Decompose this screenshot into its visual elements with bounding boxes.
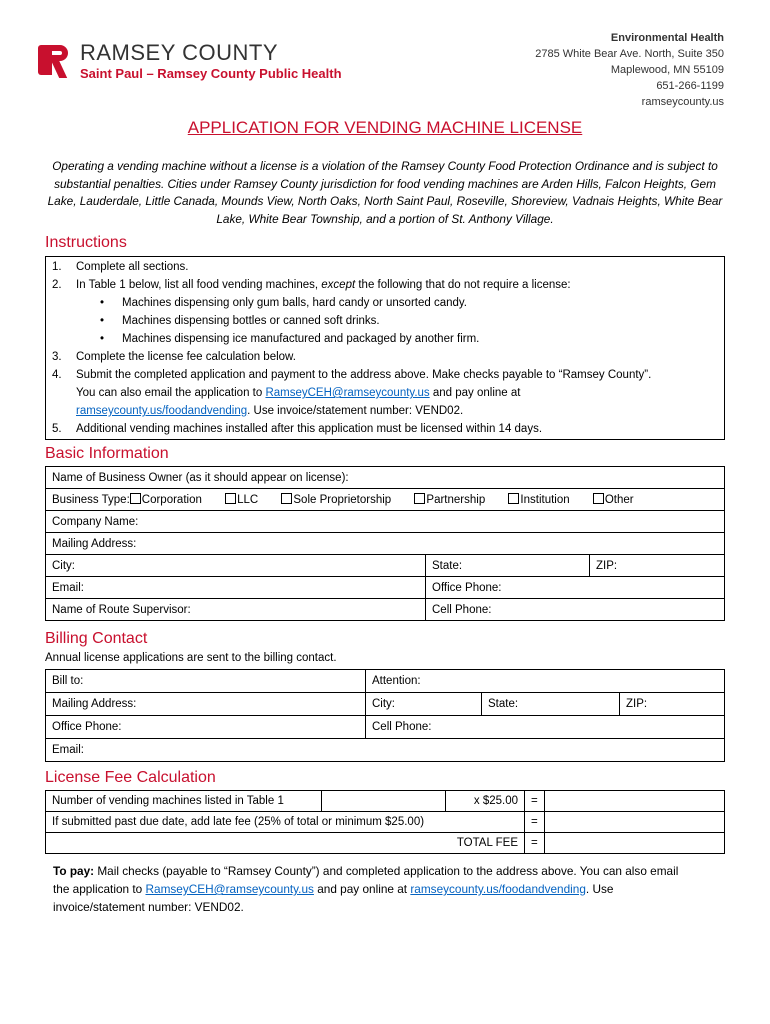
- org-name: RAMSEY COUNTY: [80, 40, 279, 65]
- route-supervisor-field[interactable]: Name of Route Supervisor:: [46, 599, 426, 621]
- billing-mailing-field[interactable]: Mailing Address:: [46, 693, 366, 716]
- billing-heading: Billing Contact: [45, 630, 148, 647]
- machine-count-label: Number of vending machines listed in Table 1: [46, 791, 322, 812]
- step-number: 4.: [52, 369, 62, 381]
- billing-note: Annual license applications are sent to the billing contact.: [45, 652, 337, 664]
- ramsey-logo-mark-icon: [38, 42, 74, 78]
- late-fee-label: If submitted past due date, add late fee (25% of total or minimum $25.00): [46, 812, 525, 833]
- corporation-checkbox[interactable]: [130, 493, 141, 504]
- equals-sign: =: [525, 791, 545, 812]
- other-checkbox[interactable]: [593, 493, 604, 504]
- exception-1: Machines dispensing only gum balls, hard candy or unsorted candy.: [122, 297, 467, 309]
- billing-table: [45, 669, 725, 762]
- payment-email-link[interactable]: RamseyCEH@ramseycounty.us: [145, 882, 314, 896]
- owner-name-field[interactable]: Name of Business Owner (as it should appear on license):: [46, 467, 725, 489]
- step-1: Complete all sections.: [76, 261, 189, 273]
- total-fee-label: TOTAL FEE: [46, 833, 525, 854]
- cell-phone-field[interactable]: Cell Phone:: [426, 599, 725, 621]
- billing-state-field[interactable]: State:: [482, 693, 620, 716]
- page-title: APPLICATION FOR VENDING MACHINE LICENSE: [187, 118, 583, 137]
- exception-3: Machines dispensing ice manufactured and packaged by another firm.: [122, 333, 480, 345]
- company-name-field[interactable]: Company Name:: [46, 511, 725, 533]
- billing-office-phone-field[interactable]: Office Phone:: [46, 716, 366, 739]
- attention-field[interactable]: Attention:: [366, 670, 725, 693]
- bullet-icon: •: [100, 315, 105, 327]
- fee-rate: x $25.00: [446, 791, 525, 812]
- equals-sign: =: [525, 833, 545, 854]
- email-field[interactable]: Email:: [46, 577, 426, 599]
- llc-checkbox[interactable]: [225, 493, 236, 504]
- bullet-icon: •: [100, 333, 105, 345]
- billing-email-field[interactable]: Email:: [46, 739, 725, 762]
- subtotal-input[interactable]: [545, 791, 725, 812]
- email-link[interactable]: RamseyCEH@ramseycounty.us: [265, 387, 430, 399]
- mailing-address-field[interactable]: Mailing Address:: [46, 533, 725, 555]
- billing-cell-phone-field[interactable]: Cell Phone:: [366, 716, 725, 739]
- instructions-heading: Instructions: [45, 234, 127, 251]
- bill-to-field[interactable]: Bill to:: [46, 670, 366, 693]
- late-fee-input[interactable]: [545, 812, 725, 833]
- step-number: 3.: [52, 351, 62, 363]
- state-field[interactable]: State:: [426, 555, 590, 577]
- fee-table: [45, 790, 725, 854]
- bullet-icon: •: [100, 297, 105, 309]
- step-3: Complete the license fee calculation below.: [76, 351, 296, 363]
- website-link[interactable]: ramseycounty.us/foodandvending: [76, 405, 248, 417]
- exception-2: Machines dispensing bottles or canned soft drinks.: [122, 315, 380, 327]
- payment-instructions: To pay: Mail checks (payable to “Ramsey County”) and completed application to the address above. You can also email the application to RamseyCEH@ramseycounty.us and pay online at ramseycounty.us/foodandvending. Use invoice/statement number: VEND02.: [53, 864, 679, 914]
- office-phone-field[interactable]: Office Phone:: [426, 577, 725, 599]
- basic-info-table: [45, 466, 725, 621]
- institution-checkbox[interactable]: [508, 493, 519, 504]
- department-website: ramseycounty.us: [641, 96, 724, 108]
- address-line-1: 2785 White Bear Ave. North, Suite 350: [535, 48, 724, 60]
- zip-field[interactable]: ZIP:: [590, 555, 725, 577]
- step-number: 2.: [52, 279, 62, 291]
- address-line-2: Maplewood, MN 55109: [610, 64, 724, 76]
- business-type-row: Business Type: Corporation LLC Sole Proprietorship Partnership Institution Other: [46, 489, 725, 511]
- department-phone: 651-266-1199: [656, 80, 724, 92]
- billing-city-field[interactable]: City:: [366, 693, 482, 716]
- step-5: Additional vending machines installed after this application must be licensed within 14 days.: [76, 423, 543, 435]
- machine-count-input[interactable]: [322, 791, 446, 812]
- step-number: 1.: [52, 261, 62, 273]
- partnership-checkbox[interactable]: [414, 493, 425, 504]
- basic-info-heading: Basic Information: [45, 445, 169, 462]
- department-name: Environmental Health: [610, 32, 724, 44]
- equals-sign: =: [525, 812, 545, 833]
- intro-paragraph: Operating a vending machine without a license is a violation of the Ramsey County Food Protection Ordinance and is subject to substantial penalties. Cities under Ramsey County jurisdiction for food vending machines are Arden Hills, Falcon Heights, Gem Lake, Lauderdale, Little Canada, Mounds View, North Oaks, North Saint Paul, Roseville, Shoreview, Vadnais Heights, White Bear Lake, White Bear Township, and a portion of St. Anthony Village.: [47, 159, 723, 226]
- org-subtitle: Saint Paul – Ramsey County Public Health: [80, 66, 342, 81]
- sole-proprietorship-checkbox[interactable]: [281, 493, 292, 504]
- instructions-box: [45, 256, 725, 440]
- fee-heading: License Fee Calculation: [45, 769, 216, 786]
- step-4: Submit the completed application and payment to the address above. Make checks payable to “Ramsey County”. You can also email the application to RamseyCEH@ramseycounty.us and pay online at ramseycounty.us/foodandvending. Use invoice/statement number: VEND02.: [76, 369, 652, 417]
- billing-zip-field[interactable]: ZIP:: [620, 693, 725, 716]
- payment-website-link[interactable]: ramseycounty.us/foodandvending: [410, 882, 586, 896]
- city-field[interactable]: City:: [46, 555, 426, 577]
- ramsey-county-logo: [38, 42, 342, 81]
- step-2: In Table 1 below, list all food vending machines, except the following that do not require a license:: [76, 279, 571, 291]
- department-address: [535, 30, 724, 110]
- total-fee-input[interactable]: [545, 833, 725, 854]
- step-number: 5.: [52, 423, 62, 435]
